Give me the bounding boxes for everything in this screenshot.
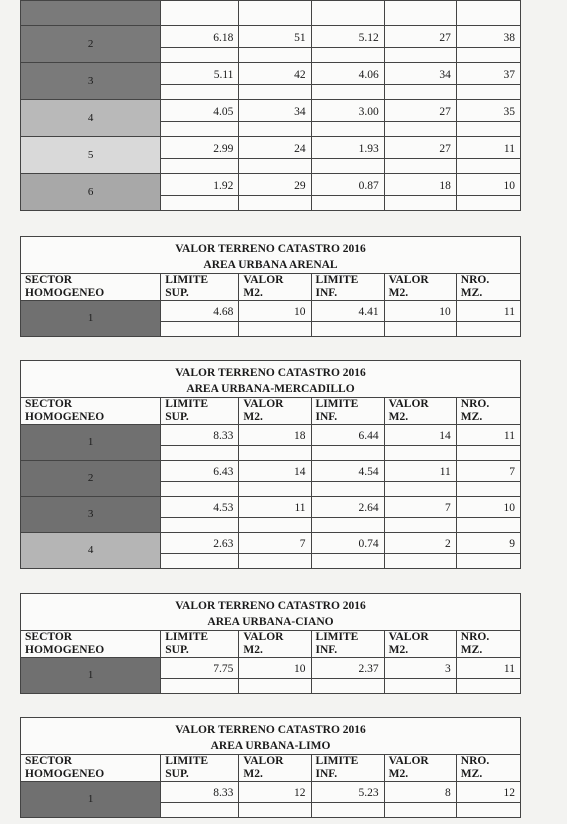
limite-sup-cell: 5.11	[161, 63, 239, 85]
table-row	[21, 137, 521, 159]
spacer-cell	[311, 196, 384, 211]
spacer-cell	[311, 322, 384, 337]
header-line: M2.	[388, 644, 409, 656]
sector-cell: 2	[21, 461, 161, 497]
spacer-cell	[311, 446, 384, 461]
header-line: SECTOR	[25, 274, 73, 286]
limite-sup-cell: 4.68	[161, 301, 239, 322]
table-header-row	[21, 274, 521, 301]
limite-sup-header	[161, 631, 239, 658]
nro-mz-cell: 35	[456, 100, 520, 122]
table-header-row	[21, 398, 521, 425]
header-line: LIMITE	[315, 398, 359, 410]
spacer-cell	[311, 122, 384, 137]
nro-mz-header	[456, 631, 520, 658]
spacer-cell	[311, 48, 384, 63]
sector-cell: 1	[21, 425, 161, 461]
table-row	[21, 26, 521, 48]
table-area-name: AREA URBANA-LIMO	[210, 740, 331, 752]
header-line: SECTOR	[25, 398, 73, 410]
spacer-cell	[161, 679, 239, 694]
spacer-cell	[239, 679, 311, 694]
table-header-row	[21, 755, 521, 782]
limite-sup-cell: 4.53	[161, 497, 239, 518]
spacer-cell	[456, 518, 520, 533]
table-row	[21, 782, 521, 803]
spacer-cell	[456, 482, 520, 497]
top-table-header-remnant	[21, 1, 521, 26]
nro-mz-header	[456, 274, 520, 301]
header-line: M2.	[243, 644, 263, 656]
limite-inf-cell: 3.00	[311, 100, 384, 122]
sector-cell: 6	[21, 174, 161, 211]
table-row	[21, 461, 521, 482]
table-row	[21, 301, 521, 322]
limite-inf-header	[311, 755, 384, 782]
limite-sup-cell: 6.43	[161, 461, 239, 482]
table-row	[21, 63, 521, 85]
sector-cell: 4	[21, 533, 161, 569]
spacer-cell	[384, 196, 456, 211]
spacer-cell	[384, 679, 456, 694]
sector-homogeneo-header	[21, 631, 161, 658]
spacer-cell	[384, 482, 456, 497]
valor-m2-header	[384, 755, 456, 782]
spacer-cell	[384, 518, 456, 533]
ciano-value-table	[20, 593, 521, 694]
table-area-name: AREA URBANA ARENAL	[203, 259, 338, 271]
spacer-cell	[239, 446, 311, 461]
spacer-cell	[384, 446, 456, 461]
valor-m2-header	[239, 755, 311, 782]
header-line: MZ.	[460, 768, 483, 780]
spacer-cell	[456, 159, 520, 174]
spacer-cell	[456, 85, 520, 100]
header-line: NRO.	[460, 398, 490, 410]
table-title: VALOR TERRENO CATASTRO 2016	[175, 243, 366, 255]
spacer-cell	[456, 679, 520, 694]
spacer-cell	[239, 85, 311, 100]
header-line: LIMITE	[165, 274, 209, 286]
limite-sup-header	[161, 274, 239, 301]
limite-inf-cell: 0.74	[311, 533, 384, 554]
limite-sup-cell: 2.99	[161, 137, 239, 159]
valor-sup-cell: 12	[239, 782, 311, 803]
header-line: HOMOGENEO	[25, 411, 105, 423]
spacer-cell	[239, 482, 311, 497]
valor-sup-cell: 42	[239, 63, 311, 85]
table-title: VALOR TERRENO CATASTRO 2016	[175, 724, 366, 736]
table-title-row	[21, 237, 521, 274]
limite-inf-cell: 4.54	[311, 461, 384, 482]
valor-m2-header	[239, 398, 311, 425]
table-row	[21, 533, 521, 554]
sector-cell: 1	[21, 301, 161, 337]
valor-sup-cell: 10	[239, 658, 311, 679]
sector-cell: 3	[21, 497, 161, 533]
spacer-cell	[239, 159, 311, 174]
header-line: VALOR	[388, 398, 429, 410]
limite-sup-header	[161, 398, 239, 425]
header-line: INF.	[315, 411, 338, 423]
header-line: M2.	[388, 411, 409, 423]
table-title-row	[21, 718, 521, 755]
spacer-cell	[239, 803, 311, 818]
limite-inf-cell: 2.37	[311, 658, 384, 679]
top-value-table	[20, 0, 521, 211]
limite-inf-cell: 6.44	[311, 425, 384, 446]
header-line: VALOR	[388, 274, 429, 286]
valor-inf-cell: 7	[384, 497, 456, 518]
valor-sup-cell: 11	[239, 497, 311, 518]
valor-inf-cell: 14	[384, 425, 456, 446]
limite-inf-cell: 2.64	[311, 497, 384, 518]
header-line: M2.	[388, 768, 409, 780]
table-title-row	[21, 361, 521, 398]
table-header-row	[21, 631, 521, 658]
nro-mz-cell: 11	[456, 137, 520, 159]
valor-sup-cell: 7	[239, 533, 311, 554]
nro-mz-cell: 11	[456, 425, 520, 446]
sector-homogeneo-header	[21, 398, 161, 425]
spacer-cell	[384, 159, 456, 174]
valor-m2-header	[384, 631, 456, 658]
valor-inf-cell: 2	[384, 533, 456, 554]
header-line: SUP.	[165, 287, 189, 299]
header-line: NRO.	[460, 274, 490, 286]
spacer-cell	[161, 803, 239, 818]
nro-mz-cell: 12	[456, 782, 520, 803]
header-line: VALOR	[243, 755, 284, 767]
valor-inf-cell: 18	[384, 174, 456, 196]
header-line: MZ.	[460, 411, 483, 423]
header-line: LIMITE	[315, 274, 359, 286]
nro-mz-cell: 11	[456, 658, 520, 679]
arenal-value-table	[20, 236, 521, 337]
header-line: M2.	[243, 287, 263, 299]
valor-m2-header	[239, 631, 311, 658]
header-line: MZ.	[460, 287, 483, 299]
valor-inf-cell: 8	[384, 782, 456, 803]
spacer-cell	[239, 554, 311, 569]
nro-mz-cell: 9	[456, 533, 520, 554]
limo-value-table	[20, 717, 521, 818]
nro-mz-cell: 10	[456, 497, 520, 518]
spacer-cell	[161, 196, 239, 211]
header-line: MZ.	[460, 644, 483, 656]
valor-sup-cell: 24	[239, 137, 311, 159]
spacer-cell	[384, 803, 456, 818]
table-row	[21, 658, 521, 679]
limite-inf-cell: 4.06	[311, 63, 384, 85]
spacer-cell	[239, 48, 311, 63]
limite-sup-cell: 4.05	[161, 100, 239, 122]
sector-cell: 2	[21, 26, 161, 63]
header-line: NRO.	[460, 631, 490, 643]
table-area-name: AREA URBANA-CIANO	[207, 616, 334, 628]
header-line: LIMITE	[165, 755, 209, 767]
valor-sup-cell: 14	[239, 461, 311, 482]
spacer-cell	[456, 322, 520, 337]
sector-cell: 1	[21, 782, 161, 818]
spacer-cell	[161, 518, 239, 533]
spacer-cell	[161, 446, 239, 461]
spacer-cell	[456, 48, 520, 63]
valor-m2-header	[384, 398, 456, 425]
limite-sup-cell: 8.33	[161, 782, 239, 803]
limite-inf-header	[311, 631, 384, 658]
spacer-cell	[384, 554, 456, 569]
spacer-cell	[384, 48, 456, 63]
nro-mz-header	[456, 398, 520, 425]
header-line: LIMITE	[165, 631, 209, 643]
spacer-cell	[161, 554, 239, 569]
table-row	[21, 174, 521, 196]
valor-sup-cell: 29	[239, 174, 311, 196]
limite-sup-cell: 7.75	[161, 658, 239, 679]
spacer-cell	[456, 803, 520, 818]
table-row	[21, 100, 521, 122]
header-line: VALOR	[243, 274, 284, 286]
sector-shade-cell	[21, 1, 161, 26]
spacer-cell	[311, 554, 384, 569]
header-line: LIMITE	[315, 755, 359, 767]
sector-homogeneo-header	[21, 755, 161, 782]
valor-inf-cell: 27	[384, 26, 456, 48]
spacer-cell	[311, 803, 384, 818]
valor-inf-cell: 11	[384, 461, 456, 482]
spacer-cell	[311, 482, 384, 497]
header-line: VALOR	[388, 631, 429, 643]
header-line: HOMOGENEO	[25, 287, 105, 299]
nro-mz-cell: 7	[456, 461, 520, 482]
spacer-cell	[161, 48, 239, 63]
header-line: INF.	[315, 644, 338, 656]
spacer-cell	[311, 679, 384, 694]
nro-mz-cell: 11	[456, 301, 520, 322]
valor-inf-cell: 10	[384, 301, 456, 322]
table-row	[21, 425, 521, 446]
header-line: INF.	[315, 768, 338, 780]
header-line: SECTOR	[25, 631, 73, 643]
spacer-cell	[161, 85, 239, 100]
limite-inf-cell: 4.41	[311, 301, 384, 322]
header-line: LIMITE	[165, 398, 209, 410]
valor-inf-cell: 27	[384, 137, 456, 159]
spacer-cell	[239, 196, 311, 211]
limite-sup-header	[161, 755, 239, 782]
spacer-cell	[239, 122, 311, 137]
valor-sup-cell: 51	[239, 26, 311, 48]
valor-m2-header	[239, 274, 311, 301]
nro-mz-cell: 37	[456, 63, 520, 85]
header-line: M2.	[243, 411, 263, 423]
spacer-cell	[456, 554, 520, 569]
valor-sup-cell: 10	[239, 301, 311, 322]
sector-homogeneo-header	[21, 274, 161, 301]
valor-m2-header	[384, 274, 456, 301]
header-line: LIMITE	[315, 631, 359, 643]
spacer-cell	[456, 122, 520, 137]
header-line: HOMOGENEO	[25, 768, 105, 780]
nro-mz-header	[456, 755, 520, 782]
limite-sup-cell: 6.18	[161, 26, 239, 48]
spacer-cell	[161, 159, 239, 174]
sector-cell: 4	[21, 100, 161, 137]
valor-inf-cell: 3	[384, 658, 456, 679]
valor-sup-cell: 18	[239, 425, 311, 446]
header-line: INF.	[315, 287, 338, 299]
spacer-cell	[456, 196, 520, 211]
header-line: NRO.	[460, 755, 490, 767]
spacer-cell	[311, 159, 384, 174]
spacer-cell	[161, 322, 239, 337]
header-line: SUP.	[165, 768, 189, 780]
table-title: VALOR TERRENO CATASTRO 2016	[175, 367, 366, 379]
valor-inf-cell: 34	[384, 63, 456, 85]
header-line: VALOR	[243, 631, 284, 643]
table-area-name: AREA URBANA-MERCADILLO	[186, 383, 355, 395]
spacer-cell	[456, 446, 520, 461]
valor-sup-cell: 34	[239, 100, 311, 122]
limite-inf-header	[311, 274, 384, 301]
nro-mz-cell: 10	[456, 174, 520, 196]
spacer-cell	[384, 85, 456, 100]
sector-cell: 5	[21, 137, 161, 174]
valor-inf-cell: 27	[384, 100, 456, 122]
header-line: M2.	[243, 768, 263, 780]
limite-sup-cell: 8.33	[161, 425, 239, 446]
header-line: SUP.	[165, 644, 189, 656]
header-line: VALOR	[388, 755, 429, 767]
spacer-cell	[384, 122, 456, 137]
spacer-cell	[311, 85, 384, 100]
sector-cell: 3	[21, 63, 161, 100]
header-line: VALOR	[243, 398, 284, 410]
mercadillo-value-table	[20, 360, 521, 569]
spacer-cell	[239, 322, 311, 337]
table-title-row	[21, 594, 521, 631]
table-title: VALOR TERRENO CATASTRO 2016	[175, 600, 366, 612]
spacer-cell	[239, 518, 311, 533]
spacer-cell	[161, 122, 239, 137]
limite-inf-cell: 1.93	[311, 137, 384, 159]
limite-inf-cell: 0.87	[311, 174, 384, 196]
header-line: HOMOGENEO	[25, 644, 105, 656]
table-row	[21, 497, 521, 518]
spacer-cell	[161, 482, 239, 497]
limite-inf-header	[311, 398, 384, 425]
nro-mz-cell: 38	[456, 26, 520, 48]
spacer-cell	[311, 518, 384, 533]
header-line: SECTOR	[25, 755, 73, 767]
sector-cell: 1	[21, 658, 161, 694]
limite-sup-cell: 1.92	[161, 174, 239, 196]
limite-inf-cell: 5.12	[311, 26, 384, 48]
header-line: M2.	[388, 287, 409, 299]
limite-sup-cell: 2.63	[161, 533, 239, 554]
header-line: SUP.	[165, 411, 189, 423]
limite-inf-cell: 5.23	[311, 782, 384, 803]
spacer-cell	[384, 322, 456, 337]
